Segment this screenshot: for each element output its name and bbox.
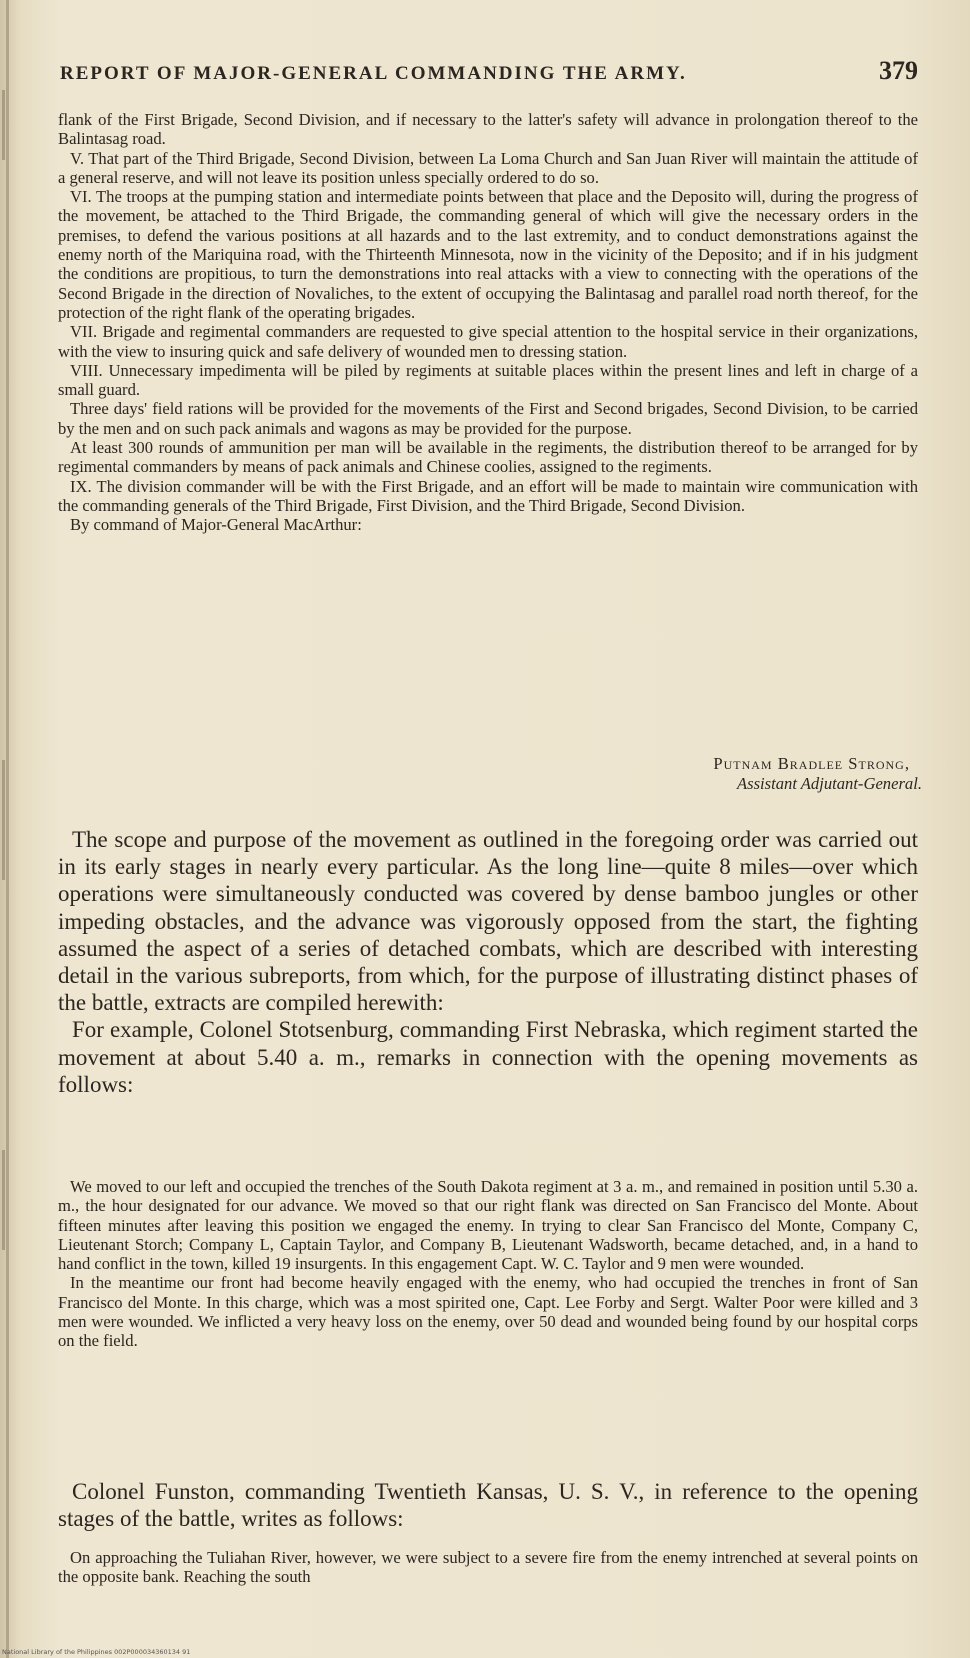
narrative-block-2 [58,1478,918,1532]
quote-block [58,1177,918,1351]
quote-block-2 [58,1548,918,1587]
page-header [60,56,918,86]
order-text-block [58,110,918,535]
order-paragraph: IX. The division commander will be with the First Brigade, and an effort will be made to maintain wire communication with the commanding generals of the Third Brigade, First Division, and the Third Brigade, Second Division. [58,476,918,515]
order-paragraph: Three days' field rations will be provided for the movements of the First and Second brigades, Second Division, to be carried by the men and on such pack animals and wagons as may be provided for the purpose. [58,399,918,438]
signature-name: Putnam Bradlee Strong, [713,754,910,773]
margin-mark [2,760,5,880]
margin-mark [2,90,5,160]
signature-block [713,754,922,794]
narrative-paragraph: The scope and purpose of the movement as outlined in the foregoing order was carried out in its early stages in nearly every particular. As the long line—quite 8 miles—over which operations were simultaneously conducted was covered by dense bamboo jungles or other impeding obstacles, and the advance was vigorously opposed from the start, the fighting assumed the aspect of a series of detached combats, which are described with interesting detail in the various subreports, from which, for the purpose of illustrating distinct phases of the battle, extracts are compiled herewith: [58,827,918,1016]
narrative-paragraph: Colonel Funston, commanding Twentieth Kansas, U. S. V., in reference to the opening stages of the battle, writes as follows: [58,1479,918,1532]
order-paragraph: flank of the First Brigade, Second Division, and if necessary to the latter's safety will advance in prolongation thereof to the Balintasag road. [58,110,918,149]
page-spine-shadow [6,0,9,1658]
scan-footer: National Library of the Philippines 002P000034360134 91 [2,1648,191,1656]
order-paragraph: VIII. Unnecessary impedimenta will be piled by regiments at suitable places within the present lines and left in charge of a small guard. [58,360,918,400]
order-paragraph: At least 300 rounds of ammunition per man will be available in the regiments, the distribution thereof to be arranged for by regimental commanders by means of pack animals and Chinese coolies, assigned to the regiments. [58,438,918,477]
page-number: 379 [879,56,918,85]
signature-title: Assistant Adjutant-General. [737,774,922,793]
quote-paragraph: On approaching the Tuliahan River, however, we were subject to a severe fire from the enemy intrenched at several points on the opposite bank. Reaching the south [58,1548,918,1587]
quote-paragraph: In the meantime our front had become heavily engaged with the enemy, who had occupied the trenches in front of San Francisco del Monte. In this charge, which was a most spirited one, Capt. Lee Forby and Sergt. Walter Poor were killed and 3 men were wounded. We inflicted a very heavy loss on the enemy, over 50 dead and wounded being found by our hospital corps on the field. [58,1273,918,1351]
order-paragraph: V. That part of the Third Brigade, Second Division, between La Loma Church and San Juan River will maintain the attitude of a general reserve, and will not leave its position unless specially ordered to do so. [58,148,918,187]
narrative-block [58,826,918,1098]
running-head: REPORT OF MAJOR-GENERAL COMMANDING THE ARMY. [60,63,687,84]
order-paragraph: By command of Major-General MacArthur: [70,515,362,535]
quote-paragraph: We moved to our left and occupied the trenches of the South Dakota regiment at 3 a. m., and remained in position until 5.30 a. m., the hour designated for our advance. We moved so that our right flank was directed on San Francisco del Monte. About fifteen minutes after leaving this position we engaged the enemy. In trying to clear San Francisco del Monte, Company C, Lieutenant Storch; Company L, Captain Taylor, and Company B, Lieutenant Wadsworth, became detached, and, in a hand to hand conflict in the town, killed 19 insurgents. In this engagement Capt. W. C. Taylor and 9 men were wounded. [58,1177,918,1274]
order-paragraph: VI. The troops at the pumping station and intermediate points between that place and the Deposito will, during the progress of the movement, be attached to the Third Brigade, the commanding general of which will give the necessary orders in the premises, to defend the various positions at all hazards and to the last extremity, and to conduct demonstrations against the enemy north of the Mariquina road, with the Thirteenth Minnesota, now in the vicinity of the Deposito; and if in his judgment the conditions are propitious, to turn the demonstrations into real attacks with a view to connecting with the operations of the Second Brigade in the direction of Novaliches, to the extent of occupying the Balintasag and parallel road north thereof, for the protection of the right flank of the operating brigades. [58,187,918,322]
margin-mark [2,1150,5,1250]
narrative-paragraph: For example, Colonel Stotsenburg, commanding First Nebraska, which regiment started the movement at about 5.40 a. m., remarks in connection with the opening movements as follows: [58,1017,918,1097]
order-paragraph: VII. Brigade and regimental commanders are requested to give special attention to the hospital service in their organizations, with the view to insuring quick and safe delivery of wounded men to dressing station. [58,322,918,361]
